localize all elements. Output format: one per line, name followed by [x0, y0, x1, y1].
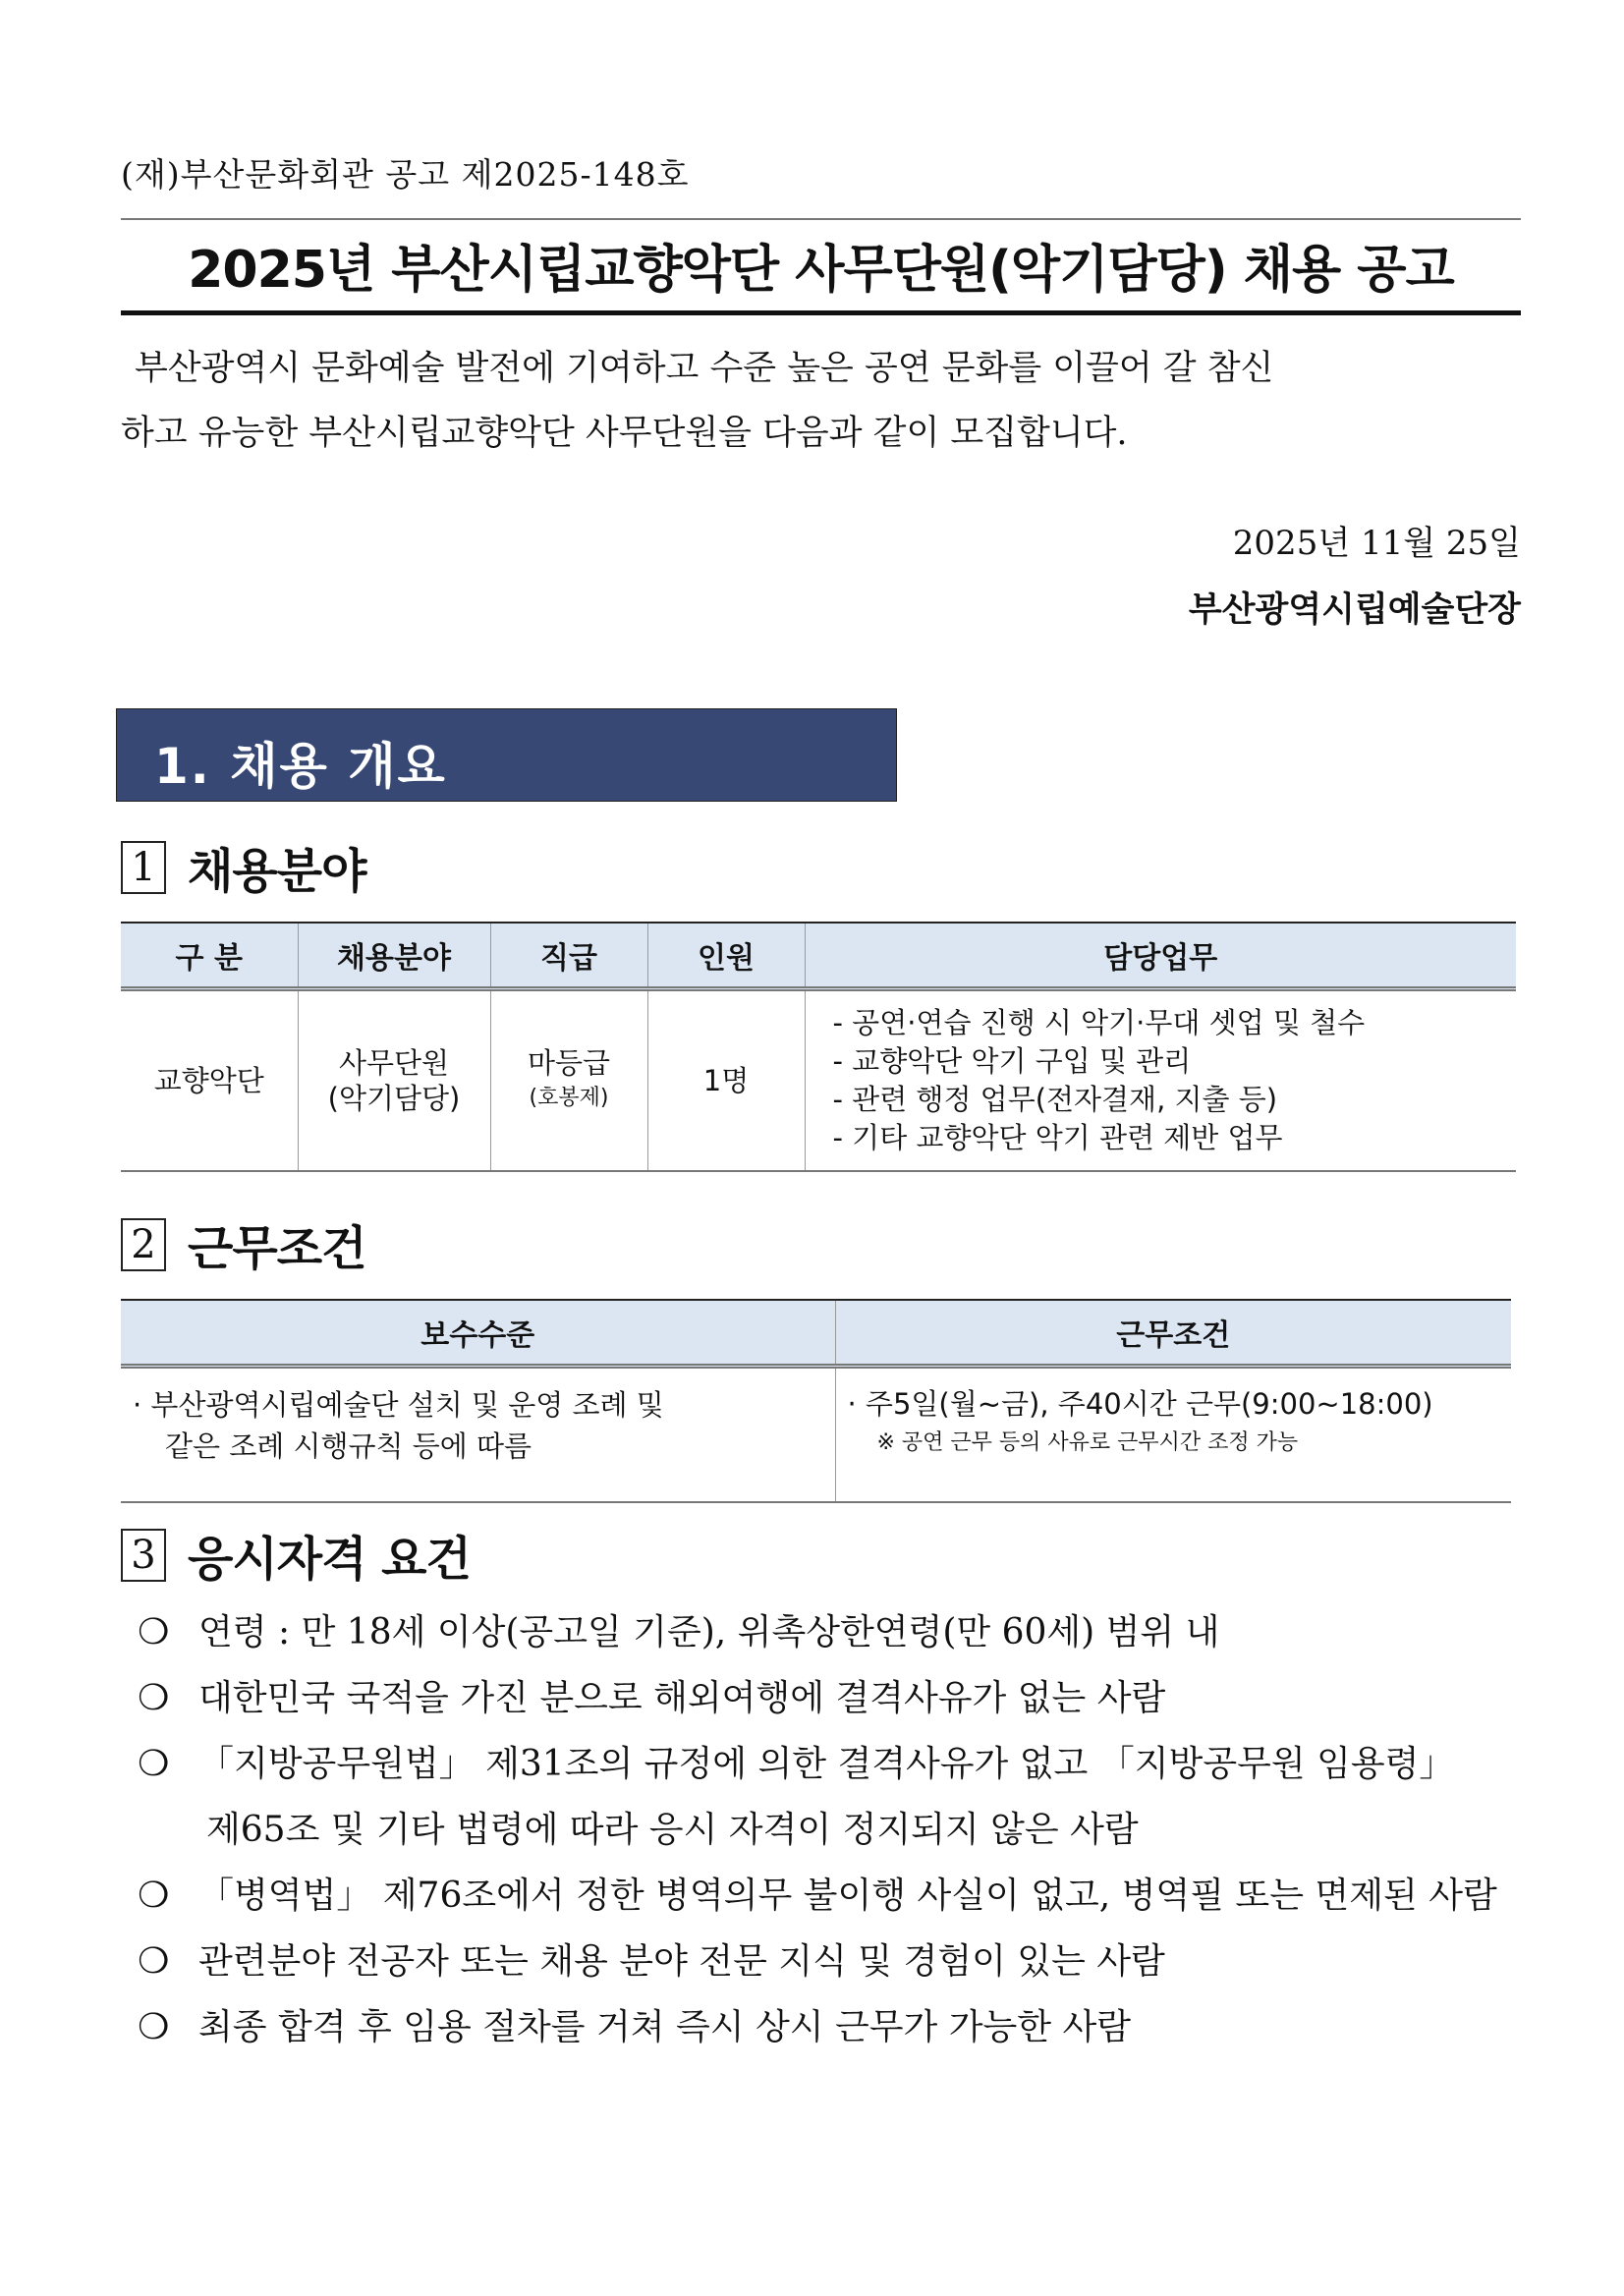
- eligibility-text: 「병역법」 제76조에서 정한 병역의무 불이행 사실이 없고, 병역필 또는 면제된 사람: [198, 1876, 1497, 1916]
- table-header-row: [121, 923, 1516, 989]
- list-item: [138, 1994, 1533, 2060]
- section-1-title: 1. 채용 개요: [154, 738, 447, 795]
- field-line-1: 사무단원: [338, 1046, 450, 1080]
- subsection-1-heading: [121, 833, 365, 901]
- list-item: [138, 1599, 1533, 1665]
- circle-bullet-icon: ❍: [138, 1941, 170, 1982]
- grade-value: 마등급: [527, 1046, 611, 1080]
- eligibility-text: 연령 : 만 18세 이상(공고일 기준), 위촉상한연령(만 60세) 범위 내: [198, 1612, 1220, 1652]
- working-conditions-table: [121, 1299, 1511, 1503]
- pay-line-1: · 부산광역시립예술단 설치 및 운영 조례 및: [133, 1388, 664, 1422]
- intro-line-2: 하고 유능한 부산시립교향악단 사무단원을 다음과 같이 모집합니다.: [121, 414, 1128, 453]
- circle-bullet-icon: ❍: [138, 1876, 170, 1916]
- circle-bullet-icon: ❍: [138, 1678, 170, 1718]
- recruitment-field-table: [121, 922, 1516, 1172]
- announcement-date: 2025년 11월 25일: [1232, 524, 1521, 563]
- list-item: [138, 1863, 1533, 1929]
- duty-item: - 공연·연습 진행 시 악기·무대 셋업 및 철수: [832, 1006, 1366, 1039]
- subsection-1-title: 채용분야: [188, 844, 366, 899]
- subsection-3-number: 3: [121, 1529, 166, 1582]
- cell-pay: [121, 1367, 835, 1503]
- section-1-banner: [116, 708, 897, 802]
- field-line-2: (악기담당): [327, 1082, 461, 1115]
- eligibility-text: 「지방공무원법」 제31조의 규정에 의한 결격사유가 없고 「지방공무원 임용령」: [198, 1744, 1455, 1784]
- document-title: 2025년 부산시립교향악단 사무단원(악기담당) 채용 공고: [188, 241, 1454, 300]
- conditions-note: ※ 공연 근무 등의 사유로 근무시간 조정 가능: [876, 1430, 1299, 1455]
- eligibility-list: [138, 1599, 1533, 2060]
- subsection-2-title: 근무조건: [188, 1221, 366, 1276]
- col-header-division: 구 분: [121, 923, 298, 989]
- notice-number: (재)부산문화회관 공고 제2025-148호: [121, 155, 690, 194]
- eligibility-text-continued: 제65조 및 기타 법령에 따라 응시 자격이 정지되지 않은 사람: [206, 1810, 1139, 1850]
- subsection-2-number: 2: [121, 1218, 166, 1271]
- circle-bullet-icon: ❍: [138, 1744, 170, 1784]
- cell-conditions: [835, 1367, 1511, 1503]
- subsection-1-number: 1: [121, 841, 166, 894]
- subsection-3-title: 응시자격 요건: [188, 1532, 471, 1587]
- circle-bullet-icon: ❍: [138, 2007, 170, 2047]
- subsection-2-heading: [121, 1210, 365, 1278]
- cell-field: [298, 989, 490, 1172]
- list-item: [138, 1665, 1533, 1731]
- intro-paragraph: [121, 336, 1521, 466]
- col-header-duties: 담당업무: [805, 923, 1516, 989]
- eligibility-text: 대한민국 국적을 가진 분으로 해외여행에 결격사유가 없는 사람: [198, 1678, 1166, 1718]
- table-row: [121, 989, 1516, 1172]
- col-header-conditions: 근무조건: [835, 1300, 1511, 1367]
- title-underline: [121, 310, 1521, 315]
- duty-item: - 기타 교향악단 악기 관련 제반 업무: [832, 1121, 1283, 1154]
- conditions-line-1: · 주5일(월~금), 주40시간 근무(9:00~18:00): [847, 1387, 1433, 1421]
- table-header-row: [121, 1300, 1511, 1367]
- cell-grade: [490, 989, 647, 1172]
- duty-item: - 교향악단 악기 구입 및 관리: [832, 1044, 1192, 1078]
- intro-line-1: 부산광역시 문화예술 발전에 기여하고 수준 높은 공연 문화를 이끌어 갈 참신: [135, 349, 1274, 388]
- col-header-count: 인원: [647, 923, 805, 989]
- grade-note: (호봉제): [529, 1086, 609, 1110]
- top-rule: [121, 218, 1521, 220]
- table-row: [121, 1367, 1511, 1503]
- subsection-3-heading: [121, 1521, 471, 1589]
- list-item: [138, 1731, 1533, 1863]
- cell-division: 교향악단: [121, 989, 298, 1172]
- list-item: [138, 1929, 1533, 1994]
- pay-line-2: 같은 조례 시행규칙 등에 따름: [165, 1429, 532, 1463]
- col-header-field: 채용분야: [298, 923, 490, 989]
- circle-bullet-icon: ❍: [138, 1612, 170, 1652]
- col-header-grade: 직급: [490, 923, 647, 989]
- eligibility-text: 관련분야 전공자 또는 채용 분야 전문 지식 및 경험이 있는 사람: [198, 1941, 1165, 1982]
- col-header-pay: 보수수준: [121, 1300, 835, 1367]
- eligibility-text: 최종 합격 후 임용 절차를 거쳐 즉시 상시 근무가 가능한 사람: [198, 2007, 1132, 2047]
- cell-count: 1명: [647, 989, 805, 1172]
- issuer-name: 부산광역시립예술단장: [1188, 590, 1521, 630]
- cell-duties: [805, 989, 1516, 1172]
- duty-item: - 관련 행정 업무(전자결재, 지출 등): [832, 1083, 1278, 1116]
